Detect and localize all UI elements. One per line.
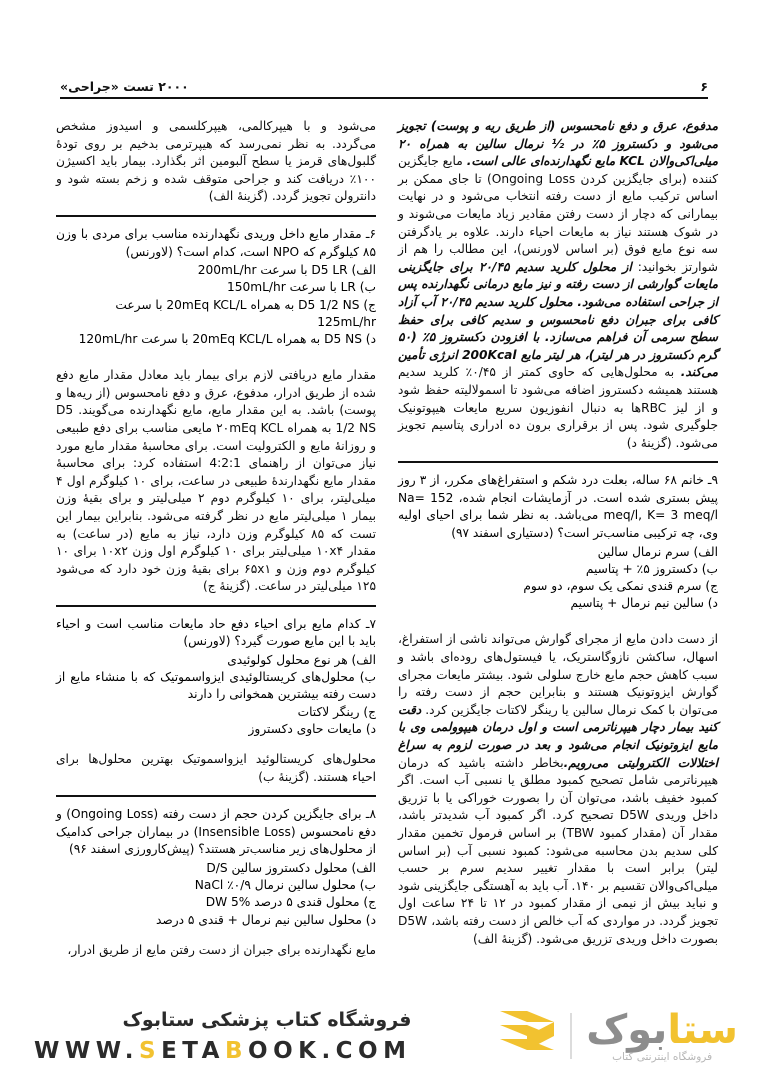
question-9-answer-emphasis: دقت کنید بیمار دچار هیپرناترمی است و اول درمان هیپوولمی وی با مایع ایزوتونیک انجام می‌شود و بعد در صورت لزوم به سراغ اختلالات الکترولیتی می‌رویم. — [398, 702, 718, 770]
running-head-row — [60, 68, 708, 94]
question-9-option-a: الف) سرم نرمال سالین — [597, 544, 718, 559]
header-rule — [60, 97, 708, 99]
question-8-option-a: الف) محلول دکستروز سالین D/S — [206, 861, 376, 876]
question-6-stem: ۶ـ مقدار مایع داخل وریدی نگهدارنده مناسب برای مردی با وزن ۸۵ کیلوگرم که NPO است، کدام است؟ (لاورنس) — [56, 226, 376, 259]
question-8-option-b: ب) محلول سالین نرمال ۰/۹٪ NaCl — [194, 878, 376, 893]
spacer — [398, 612, 718, 631]
chevron-logo-icon — [498, 1009, 556, 1063]
question-9-answer — [398, 631, 718, 948]
url-letter-b: B — [224, 1037, 249, 1064]
shop-name: فروشگاه کتاب پزشکی ستابوک — [122, 1008, 412, 1031]
question-7-option-b: ب) محلول‌های کریستالوئیدی ایزواسموتیک که با منشاء مایع از دست رفته بیشترین همخوانی را دارند — [56, 670, 376, 702]
column-left — [398, 118, 718, 998]
running-head — [60, 68, 708, 102]
question-9-answer-part1: از دست دادن مایع از مجرای گوارش می‌تواند ناشی از استفراغ، اسهال، ساکشن نازوگاستریک، یا فیستول‌های روده‌ای باشد و سبب کاهش حجم مایع خارج سلولی شود. بیشتر مایعات مجرای گوارش ایزوتونیک هستند و بنابراین حجم از دست رفته را می‌توان با کمک نرمال سالین یا رینگر لاکتات جایگزین کرد. — [398, 632, 718, 717]
running-head-title: ۲۰۰۰ تست «جراحی» — [60, 79, 189, 94]
setabook-wordmark — [586, 1006, 738, 1063]
question-6-option-c: ج) D5 1/2 NS به همراه 20mEq KCL/L با سرعت 125mL/hr — [115, 297, 376, 329]
answer-8-plain: مایع جایگزین کننده (برای جایگزین کردن Ongoing Loss) تا جای ممکن بر اساس ترکیب مایع از دست رفته انتخاب می‌شود و در نهایت بیمارانی که دچار از دست رفتن مقادیر زیاد مایعات می‌شوند و در شوک هستند نیاز به مایعات احیاء دارند. علاوه بر یادگرفتن سه نوع مایع فوق (بر اساس لاورنس)، این مطالب را هم از شوارتز بخوانید: — [398, 154, 719, 274]
question-7-stem: ۷ـ کدام مایع برای احیاء دفع حاد مایعات مناسب است و احیاء باید با این مایع صورت گیرد؟ (لاورنس) — [56, 616, 376, 649]
shop-url[interactable] — [34, 1038, 412, 1064]
question-7-option-c: ج) رینگر لاکتات — [297, 704, 376, 719]
question-6-option-d: د) D5 NS به همراه 20mEq KCL/L با سرعت 120mL/hr — [78, 331, 376, 346]
logo-tagline: فروشگاه اینترنتی کتاب — [612, 1050, 713, 1063]
answer-8-schwartz-quote: از محلول کلرید سدیم ۲۰/۴۵ برای جایگزینی مایعات گوارشی از دست رفته و نیز مایع درمانی نگهدارنده پس از جراحی استفاده می‌شود. محلول کلرید سدیم ۲۰/۴۵ آب آزاد کافی برای جبران دفع نامحسوس و سدیم کافی برای حفظ سطح سرمی آن فراهم می‌سازد. با افزودن دکستروز ۵٪ (۵۰ گرم دکستروز در هر لیتر)، هر لیتر مایع 200Kcal انرژی تأمین می‌کند. — [398, 259, 719, 380]
question-9-option-c: ج) سرم قندی نمکی یک سوم، دو سوم — [523, 579, 718, 594]
question-9-stem: ۹ـ خانم ۶۸ ساله، بعلت درد شکم و استفراغ‌های مکرر، از ۳ روز پیش بستری شده است. در آزمایشات انجام شده، Na= 152 meq/l, K= 3 meq/l می‌باشد. به نظر شما برای احیای اولیه وی، چه ترکیبی مناسب‌تر است؟ (دستیاری اسفند ۹۷) — [398, 473, 719, 541]
footer-banner — [0, 992, 764, 1080]
spacer — [56, 348, 376, 367]
answer-8-emphasis: مدفوع، عرق و دفع نامحسوس (از طریق ریه و پوست) تجویز می‌شود و دکستروز ۵٪ در ½ نرمال سالین به همراه ۲۰ میلی‌اکی‌والان KCL مایع نگهدارنده‌ای عالی است. — [398, 119, 718, 169]
question-8-option-c: ج) محلول قندی ۵ درصد DW 5% — [205, 895, 376, 910]
question-9-answer-part2: بخاطر داشته باشید که درمان هیپرناترمی شامل تصحیح کمبود مطلق یا نسبی آب است. اگر کمبود خفیف باشد، می‌توان آن را بصورت خوراکی یا با تزریق داخل وریدی D5W تصحیح کرد. اگر کمبود آب شدیدتر باشد، مقدار آن (مقدار کمبود TBW) بر اساس فرمول تخمین مقدار کلی سدیم بدن محاسبه می‌شود: کمبود نسبی آب (بر اساس لیتر) برابر است با مقدار تغییر سدیم سرم بر حسب میلی‌اکی‌والان تقسیم بر ۱۴۰. آب باید به آهستگی جایگزینی شود و نباید بیش از نیمی از مقدار کمبود در ۱۲ تا ۲۴ ساعت اول تجویز گردد. در مواردی که آب خالص از دست رفته باشد، D5W بصورت داخل وریدی تزریق می‌شود. (گزینهٔ الف) — [398, 755, 719, 946]
url-suffix: OOK.COM — [248, 1037, 412, 1064]
page-number: ۶ — [700, 79, 708, 94]
question-7-answer: محلول‌های کریستالوئید ایزواسموتیک بهترین محلول‌ها برای احیاء هستند. (گزینهٔ ب) — [56, 752, 376, 784]
footer-text-group — [34, 1009, 412, 1064]
logo-script-gray: بوک — [586, 1006, 668, 1053]
question-9-option-d: د) سالین نیم نرمال + پتاسیم — [570, 596, 718, 611]
question-8-stem: ۸ـ برای جایگزین کردن حجم از دست رفته (Ongoing Loss) و دفع نامحسوس (Insensible Loss) در بیماران جراحی کدامیک از محلول‌های زیر مناسب‌تر هستند؟ (پیش‌کارورزی اسفند ۹۶) — [56, 807, 377, 857]
question-9-option-b: ب) دکستروز ۵٪ + پتاسیم — [585, 561, 718, 576]
section-divider — [56, 215, 376, 217]
url-eta: ETA — [161, 1037, 225, 1064]
spacer — [56, 738, 376, 751]
logo-script-gold: ستا — [667, 1006, 738, 1053]
question-6-option-a: الف) D5 LR با سرعت 200mL/hr — [197, 263, 376, 278]
body-columns — [56, 118, 719, 998]
url-prefix: WWW. — [34, 1037, 139, 1064]
section-divider — [56, 795, 376, 797]
logo-divider — [570, 1013, 572, 1059]
spacer — [56, 929, 376, 942]
footer-logo-group — [498, 1006, 738, 1063]
question-8-option-d: د) محلول سالین نیم نرمال + قندی ۵ درصد — [155, 912, 376, 927]
question-7-option-a: الف) هر نوع محلول کولوئیدی — [227, 653, 376, 668]
column-right — [56, 118, 376, 998]
answer-8-continuation — [398, 118, 718, 452]
question-7-option-d: د) مایعات حاوی دکستروز — [248, 721, 376, 736]
answer-5-continuation: می‌شود و با هیپرکالمی، هیپرکلسمی و اسیدوز مشخص می‌گردد. به نظر نمی‌رسد که هیپرترمی بدخیم بر روی تودهٔ گلبول‌های قرمز یا سطح آلبومین اثر بگذارد. بیمار باید اکسیژن ۱۰۰٪ دریافت کند و جراحی متوقف شده و زخم بسته شود و دانترولن تجویز گردد. (گزینهٔ الف) — [56, 119, 376, 204]
setabook-logo-script — [586, 1006, 738, 1053]
section-divider — [398, 461, 718, 463]
question-6-answer: مقدار مایع دریافتی لازم برای بیمار باید معادل مقدار مایع دفع شده از طریق ادرار، مدفوع، عرق و دفع نامحسوس (از ریه‌ها و پوست) باشد. به این مقدار مایع، مایع نگهدارنده می‌گویند. D5 1/2 NS به همراه ۲۰mEq KCL مایعی مناسب برای دفع طبیعی و روزانهٔ مایع و الکترولیت است. برای محاسبهٔ مقدار مایع مورد نیاز می‌توان از راهنمای 4:2:1 استفاده کرد: برای محاسبهٔ مقدار مایع نگهدارندهٔ طبیعی در ساعت، برای ۱۰ کیلوگرم اول ۴ میلی‌لیتر، برای ۱۰ کیلوگرم دوم ۲ میلی‌لیتر و برای بقیهٔ وزن بیمار ۱ میلی‌لیتر مایع در نظر گرفته می‌شود. بنابراین بیمار این تست که ۸۵ کیلوگرم وزن دارد، نیاز به مایع (در ساعت) به مقدار ۱۰x۴ میلی‌لیتر برای ۱۰ کیلوگرم اول وزن ۱۰x۲ برای ۱۰ کیلوگرم دوم وزن و ۶۵x۱ برای بقیهٔ وزن خود دارد که می‌شود ۱۲۵ میلی‌لیتر در ساعت. (گزینهٔ ج) — [56, 368, 377, 594]
question-6-option-b: ب) LR با سرعت 150mL/hr — [226, 280, 376, 295]
section-divider — [56, 605, 376, 607]
question-8-answer-start: مایع نگهدارنده برای جبران از دست رفتن مایع از طریق ادرار، — [67, 942, 376, 957]
url-letter-s: S — [138, 1037, 162, 1064]
answer-8-tail: به محلول‌هایی که حاوی کمتر از ۰/۴۵٪ کلرید سدیم هستند همیشه دکستروز اضافه می‌شود تا اسمولالیته حفظ شود و از لیز RBCها به دنبال انفوزیون سریع مایعات هیپوتونیک جلوگیری شود. پس از برقراری برون ده ادراری پتاسیم تجویز می‌شود. (گزینهٔ د) — [398, 365, 718, 450]
